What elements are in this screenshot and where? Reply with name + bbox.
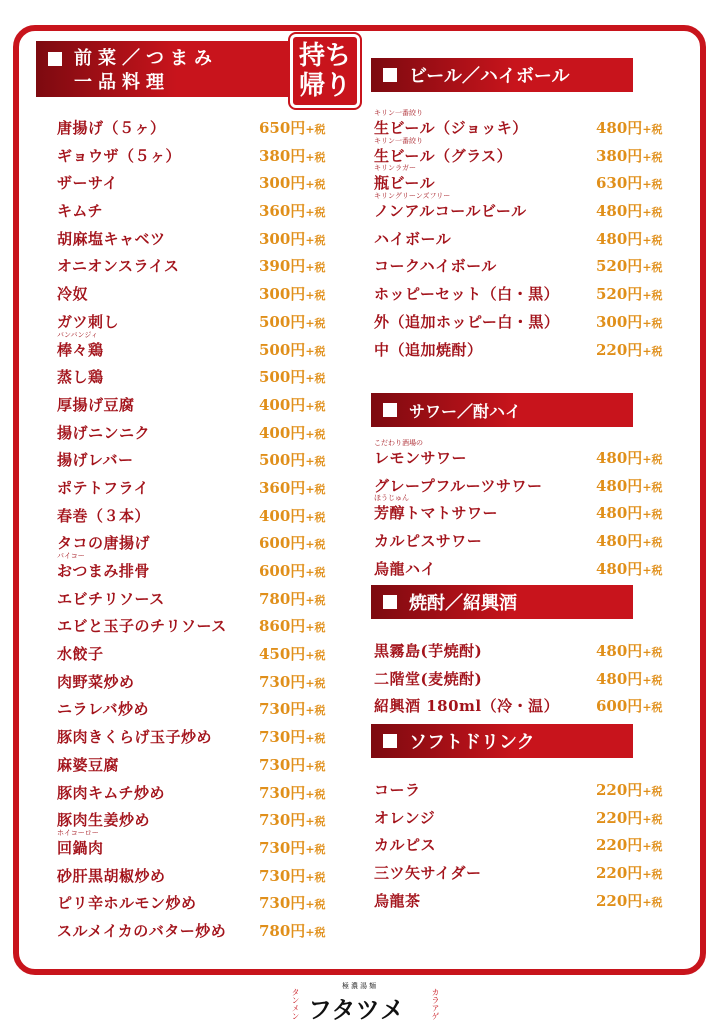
menu-item-ruby: パイコー: [57, 552, 85, 560]
menu-item: [57, 330, 337, 361]
menu-item-price: [259, 228, 326, 249]
menu-item-name: 揚げニンニク: [57, 423, 151, 442]
soft-drink-header: [371, 724, 633, 758]
menu-item-name: 生ビール（グラス）: [374, 146, 513, 165]
menu-item-tax: +税: [642, 673, 663, 687]
takeout-line1: 持ち: [298, 41, 351, 71]
menu-item: [374, 249, 674, 277]
menu-item-tax: +税: [305, 344, 326, 358]
menu-item-tax: +税: [642, 453, 663, 466]
menu-item-tax: +税: [305, 233, 326, 247]
menu-item-price: [596, 447, 663, 468]
menu-item: [57, 305, 337, 333]
menu-item: [374, 552, 674, 580]
menu-item-tax: +税: [305, 787, 326, 801]
menu-item-price: [259, 449, 326, 470]
menu-item: [374, 333, 674, 361]
menu-item-price: [259, 200, 326, 221]
menu-item-tax: +税: [642, 812, 663, 826]
menu-item-tax: +税: [305, 759, 326, 773]
logo-sub: 極濃湯麺: [342, 982, 378, 990]
menu-item-name: 外（追加ホッピー白・黒）: [374, 312, 560, 331]
menu-item-name: 中（追加焼酎）: [374, 340, 483, 359]
takeout-line2: 帰り: [298, 71, 351, 101]
soft-drink-list: [374, 773, 674, 911]
menu-item-name: カルピス: [374, 836, 437, 855]
menu-item: [57, 360, 337, 388]
menu-item-price-value: 480円: [596, 119, 643, 137]
menu-item-price: [596, 255, 663, 276]
menu-item-name: 胡麻塩キャベツ: [57, 229, 166, 248]
menu-item-price-value: 360円: [259, 478, 306, 497]
menu-item-price-value: 730円: [259, 783, 306, 802]
menu-item: [374, 773, 674, 801]
menu-item-tax: +税: [305, 289, 326, 303]
menu-item-name: ザーサイ: [57, 174, 118, 193]
menu-item-price: [596, 862, 663, 883]
menu-item-price-value: 500円: [259, 368, 306, 387]
menu-item-name: 肉野菜炒め: [57, 672, 135, 691]
menu-item: [374, 689, 674, 717]
menu-item-price: [596, 200, 663, 221]
menu-item-price: [259, 117, 326, 138]
menu-item-price-value: 450円: [259, 645, 306, 664]
menu-item-price: [596, 558, 663, 579]
menu-item: [374, 469, 674, 497]
menu-item-price-value: 730円: [259, 728, 306, 747]
beer-title: ビール／ハイボール: [409, 66, 570, 87]
menu-item-ruby: キリンラガー: [374, 164, 416, 173]
menu-item-price-value: 650円: [259, 119, 306, 137]
menu-item-price: [259, 532, 326, 553]
menu-item-price-value: 480円: [596, 202, 643, 221]
menu-item-tax: +税: [642, 233, 663, 247]
menu-item-name: 三ツ矢サイダー: [374, 864, 482, 883]
menu-item-tax: +税: [642, 178, 663, 192]
menu-item-tax: +税: [305, 621, 326, 635]
beer-header: [371, 58, 633, 92]
menu-item-name: エビと玉子のチリソース: [57, 617, 227, 636]
menu-item: [374, 136, 674, 167]
menu-item-tax: +税: [305, 815, 326, 829]
menu-item-ruby: こだわり酒場の: [374, 439, 423, 447]
menu-item-price: [596, 530, 663, 551]
menu-item-price: [259, 698, 326, 719]
menu-item-price: [596, 475, 663, 496]
menu-item: [374, 884, 674, 912]
menu-item-price: [596, 117, 663, 138]
menu-item-price: [596, 502, 663, 523]
menu-item: [57, 637, 337, 665]
menu-item-tax: +税: [642, 785, 663, 798]
menu-item-tax: +税: [642, 508, 663, 522]
menu-item-name: 豚肉きくらげ玉子炒め: [57, 728, 213, 747]
menu-item-price-value: 480円: [596, 559, 643, 578]
menu-item-price-value: 600円: [596, 697, 643, 716]
menu-item-price-value: 400円: [259, 506, 306, 525]
menu-item-price-value: 480円: [596, 532, 643, 551]
menu-item-price: [259, 172, 326, 193]
menu-item-name: ガツ刺し: [57, 312, 120, 331]
menu-item: [57, 692, 337, 720]
menu-item-name: 烏龍茶: [374, 891, 421, 910]
menu-item-price: [259, 726, 326, 747]
menu-item: [57, 139, 337, 167]
menu-item: [374, 305, 674, 333]
menu-item-tax: +税: [305, 842, 326, 856]
menu-item-tax: +税: [305, 538, 326, 552]
appetizers-title-line2: 一品料理: [74, 72, 170, 93]
menu-item-price-value: 300円: [259, 285, 306, 304]
menu-item-price: [259, 920, 326, 941]
menu-item-name: 豚肉生姜炒め: [57, 811, 151, 830]
menu-item-tax: +税: [305, 870, 326, 884]
menu-item-name: レモンサワー: [374, 449, 468, 467]
menu-item: [57, 443, 337, 471]
menu-item-name: 黒霧島(芋焼酎): [374, 642, 483, 660]
menu-item-price-value: 730円: [259, 811, 306, 830]
menu-item-tax: +税: [642, 536, 663, 550]
menu-item-name: ポテトフライ: [57, 478, 150, 497]
shop-logo: [280, 978, 450, 1022]
menu-item: [374, 856, 674, 884]
menu-item-price-value: 480円: [596, 504, 643, 523]
menu-item-price: [596, 779, 663, 800]
menu-item-price-value: 520円: [596, 257, 643, 276]
menu-item-price: [596, 695, 663, 716]
menu-item-tax: +税: [305, 178, 326, 192]
menu-item-price-value: 780円: [259, 589, 306, 608]
menu-item-price: [596, 283, 663, 304]
menu-item-price-value: 600円: [259, 562, 306, 580]
menu-item: [57, 416, 337, 444]
menu-item: [374, 662, 674, 690]
menu-item-price: [596, 668, 663, 689]
menu-item-name: ホッピーセット（白・黒）: [374, 285, 560, 304]
menu-item-name: 芳醇トマトサワー: [374, 504, 499, 523]
menu-item-name: 砂肝黒胡椒炒め: [57, 866, 166, 885]
menu-item-ruby: キリン一番絞り: [374, 136, 423, 145]
menu-item-tax: +税: [305, 704, 326, 718]
menu-item-price-value: 730円: [259, 866, 306, 885]
menu-item-price-value: 220円: [596, 864, 643, 883]
menu-item: [57, 748, 337, 776]
menu-item-price: [259, 145, 326, 166]
menu-item-name: 水餃子: [57, 645, 104, 664]
menu-item-name: 生ビール（ジョッキ）: [374, 119, 528, 137]
menu-item-name: おつまみ排骨: [57, 562, 150, 580]
menu-item-price-value: 300円: [596, 312, 643, 331]
menu-item-tax: +税: [642, 344, 663, 358]
menu-item: [57, 609, 337, 637]
menu-item-tax: +税: [642, 646, 663, 659]
menu-item: [374, 634, 674, 662]
menu-item-tax: +税: [305, 676, 326, 690]
menu-item-price: [259, 394, 326, 415]
menu-item-price: [259, 782, 326, 803]
menu-item-price: [259, 837, 326, 858]
appetizers-header: [36, 41, 292, 97]
menu-item-name: ハイボール: [374, 229, 452, 248]
menu-item-tax: +税: [642, 840, 663, 854]
menu-item-price-value: 380円: [259, 146, 306, 165]
menu-item-price: [259, 505, 326, 526]
menu-item-price-value: 520円: [596, 285, 643, 304]
menu-item-tax: +税: [305, 455, 326, 469]
menu-item-price: [259, 366, 326, 387]
menu-item-price-value: 730円: [259, 838, 306, 857]
menu-item-price: [596, 311, 663, 332]
menu-item-ruby: ホイコーロー: [57, 828, 99, 837]
menu-item-price: [259, 892, 326, 913]
menu-item-name: 豚肉キムチ炒め: [57, 783, 166, 802]
menu-item-name: コークハイボール: [374, 257, 497, 276]
menu-item: [374, 222, 674, 250]
square-icon: [383, 595, 397, 609]
sour-title: サワー／酎ハイ: [409, 401, 522, 421]
menu-item: [57, 914, 337, 942]
menu-item-price-value: 730円: [259, 894, 306, 913]
menu-item-price: [259, 615, 326, 636]
menu-item-name: 棒々鶏: [57, 340, 104, 359]
menu-item-price-value: 480円: [596, 449, 643, 467]
menu-item-price: [259, 422, 326, 443]
menu-item: [57, 554, 337, 582]
menu-item-price-value: 730円: [259, 700, 306, 719]
menu-item: [57, 859, 337, 887]
menu-item-price: [596, 890, 663, 911]
menu-item-price: [596, 172, 663, 193]
menu-item: [57, 499, 337, 527]
menu-item: [57, 194, 337, 222]
menu-item: [57, 471, 337, 499]
menu-item-tax: +税: [642, 895, 663, 909]
menu-item-ruby: キリン一番絞り: [374, 109, 423, 117]
menu-item: [374, 277, 674, 305]
menu-item: [57, 526, 337, 554]
menu-item-price-value: 220円: [596, 808, 643, 827]
menu-item-tax: +税: [642, 289, 663, 303]
menu-item-price-value: 630円: [596, 174, 643, 193]
menu-item-tax: +税: [642, 480, 663, 494]
menu-item-name: 冷奴: [57, 285, 89, 304]
menu-item: [374, 166, 674, 194]
menu-item-name: ピリ辛ホルモン炒め: [57, 894, 197, 913]
menu-item: [57, 776, 337, 804]
menu-item-price-value: 220円: [596, 340, 643, 359]
menu-item: [374, 111, 674, 139]
menu-item: [374, 801, 674, 829]
menu-item-price-value: 480円: [596, 229, 643, 248]
menu-item-name: カルピスサワー: [374, 532, 483, 551]
menu-item-price: [596, 145, 663, 166]
menu-item-name: 唐揚げ（５ヶ）: [57, 119, 166, 137]
menu-item-price: [259, 339, 326, 360]
menu-item-tax: +税: [642, 563, 663, 577]
menu-item-name: 瓶ビール: [374, 174, 436, 193]
menu-item-tax: +税: [305, 732, 326, 746]
menu-item: [57, 249, 337, 277]
menu-item-price: [259, 311, 326, 332]
menu-item-price: [596, 807, 663, 828]
menu-item: [57, 111, 337, 139]
menu-item: [374, 496, 674, 524]
menu-item-price-value: 480円: [596, 476, 643, 495]
menu-item-tax: +税: [305, 898, 326, 912]
menu-item-tax: +税: [305, 427, 326, 441]
menu-item-tax: +税: [305, 925, 326, 939]
menu-item: [374, 194, 674, 222]
menu-item-name: 烏龍ハイ: [374, 559, 437, 578]
menu-item-tax: +税: [305, 566, 326, 579]
menu-item-tax: +税: [642, 868, 663, 882]
menu-item: [57, 828, 337, 859]
menu-item-tax: +税: [642, 261, 663, 275]
menu-item-price-value: 220円: [596, 781, 643, 799]
menu-item-name: ニラレバ炒め: [57, 700, 149, 719]
menu-item: [57, 582, 337, 610]
menu-item-ruby: キリングリーンズフリー: [374, 192, 451, 201]
menu-item-price-value: 780円: [259, 921, 306, 940]
menu-item-name: キムチ: [57, 202, 104, 221]
menu-item-price-value: 300円: [259, 229, 306, 248]
menu-item-price: [259, 671, 326, 692]
menu-item-name: オニオンスライス: [57, 257, 180, 276]
sour-header: [371, 393, 633, 427]
menu-item-tax: +税: [305, 261, 326, 275]
menu-item-tax: +税: [305, 123, 326, 136]
menu-item-ruby: ほうじゅん: [374, 494, 409, 503]
menu-item-name: エビチリソース: [57, 589, 165, 608]
menu-item-tax: +税: [305, 649, 326, 663]
menu-item-name: タコの唐揚げ: [57, 534, 151, 553]
menu-item-name: ギョウザ（５ヶ）: [57, 146, 182, 165]
menu-item-tax: +税: [642, 206, 663, 220]
menu-item-price-value: 400円: [259, 395, 306, 414]
menu-item-name: 回鍋肉: [57, 838, 104, 857]
menu-item-tax: +税: [305, 206, 326, 220]
menu-item: [57, 665, 337, 693]
square-icon: [383, 403, 397, 417]
menu-item-tax: +税: [642, 701, 663, 715]
menu-item-price-value: 480円: [596, 642, 643, 660]
menu-item-name: 二階堂(麦焼酎): [374, 669, 483, 688]
menu-item-tax: +税: [305, 316, 326, 330]
appetizer-list: [57, 111, 337, 942]
menu-item-name: 蒸し鶏: [57, 368, 104, 387]
menu-item-tax: +税: [305, 372, 326, 386]
square-icon: [383, 68, 397, 82]
menu-item: [374, 441, 674, 469]
menu-item-name: グレープフルーツサワー: [374, 476, 543, 495]
appetizers-title-line1: 前菜／つまみ: [74, 48, 218, 69]
menu-item: [374, 828, 674, 856]
menu-item-price-value: 500円: [259, 312, 306, 331]
menu-item-price-value: 220円: [596, 836, 643, 855]
menu-item-price: [259, 588, 326, 609]
menu-item-price-value: 500円: [259, 340, 306, 359]
menu-item-price: [259, 283, 326, 304]
sour-list: [374, 441, 674, 579]
menu-item-name: 揚げレバー: [57, 451, 134, 470]
menu-item-price: [596, 339, 663, 360]
menu-item-name: 春巻（３本）: [57, 506, 151, 525]
menu-item-price: [596, 228, 663, 249]
logo-main: フタツメ: [308, 996, 406, 1024]
menu-item-price: [259, 643, 326, 664]
menu-item: [57, 720, 337, 748]
menu-item-price-value: 400円: [259, 423, 306, 442]
menu-item-price: [259, 560, 326, 581]
menu-item-name: ノンアルコールビール: [374, 202, 527, 221]
menu-item-tax: +税: [305, 510, 326, 524]
menu-item-name: 麻婆豆腐: [57, 755, 120, 774]
menu-item-tax: +税: [642, 150, 663, 164]
menu-item-price-value: 730円: [259, 672, 306, 691]
menu-item: [57, 388, 337, 416]
menu-item-price: [259, 754, 326, 775]
menu-item-price-value: 730円: [259, 755, 306, 774]
menu-item-price-value: 220円: [596, 891, 643, 910]
menu-item-price-value: 480円: [596, 669, 643, 688]
menu-item-tax: +税: [305, 399, 326, 413]
menu-item: [57, 277, 337, 305]
menu-item: [57, 166, 337, 194]
menu-item-price-value: 390円: [259, 257, 306, 276]
soft-drink-title: ソフトドリンク: [409, 732, 535, 753]
menu-item-tax: +税: [305, 593, 326, 607]
shochu-header: [371, 585, 633, 619]
menu-item-tax: +税: [642, 123, 663, 136]
shochu-title: 焼酎／紹興酒: [409, 593, 517, 614]
menu-item-price: [259, 809, 326, 830]
menu-item-tax: +税: [642, 316, 663, 330]
menu-item-price: [259, 865, 326, 886]
takeout-badge: [290, 34, 360, 108]
menu-item-ruby: バンバンジィ: [57, 330, 98, 339]
menu-item-price: [259, 255, 326, 276]
square-icon: [383, 734, 397, 748]
menu-item: [57, 222, 337, 250]
menu-item-tax: +税: [305, 150, 326, 164]
menu-item-price: [596, 640, 663, 661]
menu-item-name: コーラ: [374, 781, 421, 799]
menu-item-price-value: 860円: [259, 617, 306, 636]
menu-item: [57, 803, 337, 831]
menu-item: [57, 886, 337, 914]
menu-item-price-value: 500円: [259, 451, 306, 470]
menu-item-name: 厚揚げ豆腐: [57, 395, 135, 414]
logo-left-text: タンメン: [291, 988, 300, 1020]
square-icon: [48, 52, 62, 66]
menu-item-name: オレンジ: [374, 808, 436, 827]
menu-item-name: 紹興酒 180ml（冷・温）: [374, 697, 560, 716]
menu-item-price-value: 300円: [259, 174, 306, 193]
menu-item-price-value: 380円: [596, 146, 643, 165]
menu-item-price: [596, 834, 663, 855]
menu-item-name: スルメイカのバター炒め: [57, 921, 227, 940]
menu-item-price-value: 360円: [259, 202, 306, 221]
logo-right-text: カラアゲ: [431, 988, 440, 1020]
menu-item: [374, 524, 674, 552]
menu-item-price: [259, 477, 326, 498]
shochu-list: [374, 634, 674, 717]
menu-item-tax: +税: [305, 482, 326, 496]
menu-item-price-value: 600円: [259, 534, 306, 553]
beer-list: [374, 111, 674, 360]
